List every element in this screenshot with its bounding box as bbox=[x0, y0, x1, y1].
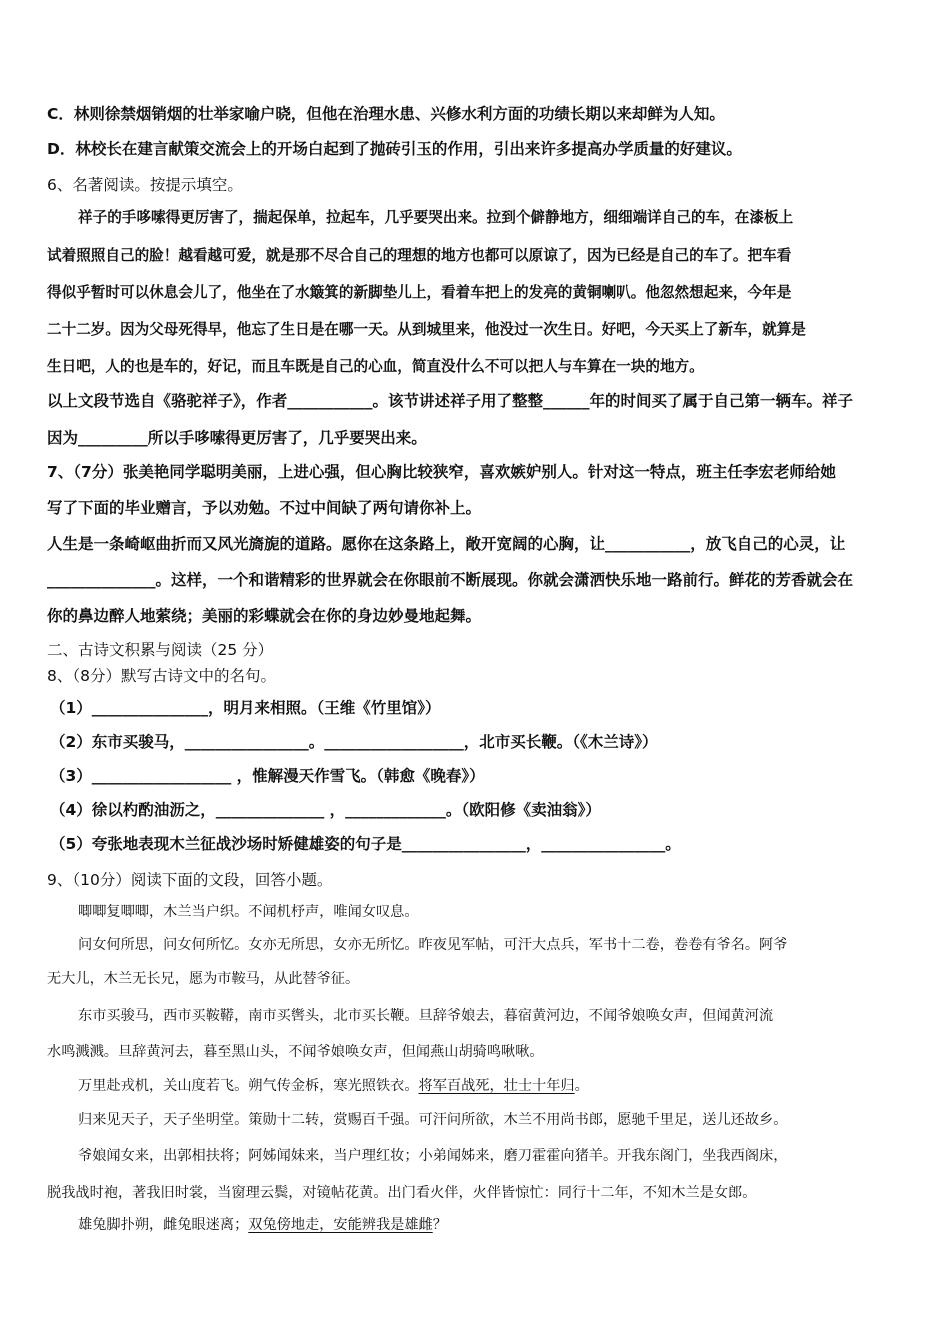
mulan-poem-line bbox=[78, 1215, 447, 1235]
mulan-poem-line: 问女何所思，问女何所忆。女亦无所思，女亦无所忆。昨夜见军帖，可汗大点兵，军书十二卷，卷卷有爷名。阿爷 bbox=[78, 937, 788, 953]
passage-line: 试着照照自己的脸！越看越可爱，就是那不尽合自己的理想的地方也都可以原谅了，因为已经是自己的车了。把车看 bbox=[47, 247, 792, 264]
question-9-heading: 9、（10分）阅读下面的文段，回答小题。 bbox=[47, 871, 333, 889]
mulan-poem-line bbox=[78, 1076, 589, 1096]
question-8-item: （4）徐以杓酌油沥之，______________ ，_____________。（欧阳修《卖油翁》） bbox=[50, 801, 601, 819]
question-6-blank-line: 因为_________所以手哆嗦得更厉害了，几乎要哭出来。 bbox=[47, 429, 427, 447]
passage-line: 得似乎暂时可以休息会儿了，他坐在了水簸箕的新脚垫儿上，看着车把上的发亮的黄铜喇叭。他忽然想起来，今年是 bbox=[47, 284, 792, 301]
question-8-item: （5）夸张地表现木兰征战沙场时矫健雄姿的句子是________________，________________。 bbox=[50, 835, 681, 853]
question-7-text: 写了下面的毕业赠言，予以劝勉。不过中间缺了两句请你补上。 bbox=[47, 499, 482, 517]
question-8-item: （3）__________________ ，惟解漫天作雪飞。（韩愈《晚春》） bbox=[50, 767, 485, 785]
question-7-text: ______________。这样，一个和谐精彩的世界就会在你眼前不断展现。你就会潇洒快乐地一路前行。鲜花的芳香就会在 bbox=[47, 571, 854, 589]
punctuation: ？ bbox=[432, 1217, 447, 1233]
question-7-text: 人生是一条崎岖曲折而又风光旖旎的道路。愿你在这条路上，敞开宽阔的心胸，让___________，放飞自己的心灵，让 bbox=[47, 535, 846, 553]
mulan-poem-text: 雄兔脚扑朔，雌兔眼迷离； bbox=[78, 1217, 249, 1233]
passage-line: 祥子的手哆嗦得更厉害了，揣起保单，拉起车，几乎要哭出来。拉到个僻静地方，细细端详自己的车，在漆板上 bbox=[78, 209, 794, 226]
mulan-poem-line: 东市买骏马，西市买鞍鞯，南市买辔头，北市买长鞭。旦辞爷娘去，暮宿黄河边，不闻爷娘唤女声，但闻黄河流 bbox=[78, 1008, 774, 1024]
passage-line: 二十二岁。因为父母死得早，他忘了生日是在哪一天。从到城里来，他没过一次生日。好吧，今天买上了新车，就算是 bbox=[47, 321, 806, 338]
mulan-poem-line: 脱我战时袍，著我旧时裳，当窗理云鬓，对镜帖花黄。出门看火伴，火伴皆惊忙：同行十二年，不知木兰是女郎。 bbox=[47, 1185, 757, 1201]
question-7-heading: 7、（7分）张美艳同学聪明美丽，上进心强，但心胸比较狭窄，喜欢嫉妒别人。针对这一特点，班主任李宏老师给她 bbox=[47, 463, 836, 481]
mulan-poem-line: 唧唧复唧唧，木兰当户织。不闻机杼声，唯闻女叹息。 bbox=[78, 904, 419, 920]
mulan-poem-line: 归来见天子，天子坐明堂。策勋十二转，赏赐百千强。可汗问所欲，木兰不用尚书郎，愿驰千里足，送儿还故乡。 bbox=[78, 1112, 788, 1128]
option-d-line: D．林校长在建言献策交流会上的开场白起到了抛砖引玉的作用，引出来许多提高办学质量的好建议。 bbox=[47, 140, 742, 158]
underlined-sentence: 双兔傍地走，安能辨我是雄雌 bbox=[248, 1217, 433, 1233]
mulan-poem-line: 水鸣溅溅。旦辞黄河去，暮至黑山头，不闻爷娘唤女声，但闻燕山胡骑鸣啾啾。 bbox=[47, 1044, 544, 1060]
passage-line: 生日吧，人的也是车的，好记，而且车既是自己的心血，简直没什么不可以把人与车算在一块的地方。 bbox=[47, 358, 704, 375]
option-c-line: C．林则徐禁烟销烟的壮举家喻户晓，但他在治理水患、兴修水利方面的功绩长期以来却鲜为人知。 bbox=[47, 105, 725, 123]
question-7-text: 你的鼻边醉人地萦绕；美丽的彩蝶就会在你的身边妙曼地起舞。 bbox=[47, 607, 482, 625]
mulan-poem-text: 万里赴戎机，关山度若飞。朔气传金柝，寒光照铁衣。 bbox=[78, 1078, 419, 1094]
underlined-sentence: 将军百战死，壮士十年归 bbox=[418, 1078, 575, 1094]
mulan-poem-line: 爷娘闻女来，出郭相扶将；阿姊闻妹来，当户理红妆；小弟闻姊来，磨刀霍霍向猪羊。开我东阁门，坐我西阁床， bbox=[78, 1148, 788, 1164]
question-8-heading: 8、（8分）默写古诗文中的名句。 bbox=[47, 667, 276, 685]
mulan-poem-line: 无大儿，木兰无长兄，愿为市鞍马，从此替爷征。 bbox=[47, 971, 360, 987]
question-6-blank-line: 以上文段节选自《骆驼祥子》，作者___________。该节讲述祥子用了整整______年的时间买了属于自己第一辆车。祥子 bbox=[47, 392, 854, 410]
question-8-item: （1）_______________，明月来相照。（王维《竹里馆》） bbox=[50, 699, 441, 717]
punctuation: 。 bbox=[574, 1078, 589, 1094]
question-8-item: （2）东市买骏马，________________。__________________，北市买长鞭。（《木兰诗》） bbox=[50, 733, 658, 751]
question-6-heading: 6、名著阅读。按提示填空。 bbox=[47, 176, 243, 194]
section-2-heading: 二、古诗文积累与阅读（25 分） bbox=[47, 641, 274, 659]
